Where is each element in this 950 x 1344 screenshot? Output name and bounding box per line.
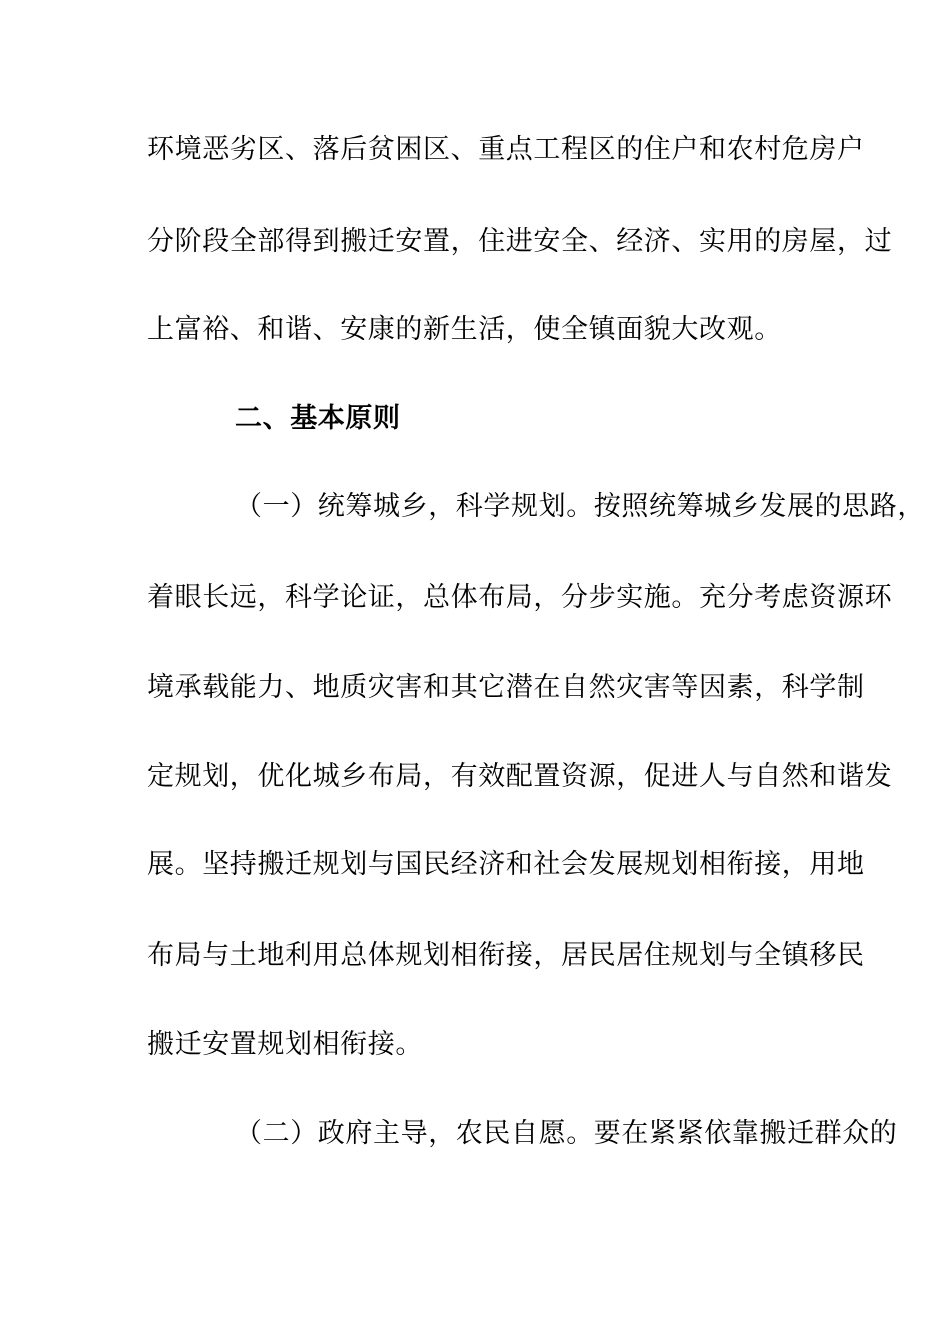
paragraph-line: 着眼长远，科学论证，总体布局，分步实施。充分考虑资源环 <box>147 582 893 613</box>
section-heading: 二、基本原则 <box>235 403 401 434</box>
paragraph-line: 展。坚持搬迁规划与国民经济和社会发展规划相衔接，用地 <box>147 849 865 880</box>
paragraph-line: 环境恶劣区、落后贫困区、重点工程区的住户和农村危房户 <box>147 134 865 165</box>
paragraph-line: 布局与土地利用总体规划相衔接，居民居住规划与全镇移民 <box>147 940 865 971</box>
paragraph-line: （一）统筹城乡，科学规划。按照统筹城乡发展的思路， <box>235 491 925 522</box>
paragraph-line: （二）政府主导，农民自愿。要在紧紧依靠搬迁群众的 <box>235 1118 898 1149</box>
paragraph-line: 搬迁安置规划相衔接。 <box>147 1029 423 1060</box>
paragraph-line: 分阶段全部得到搬迁安置，住进安全、经济、实用的房屋，过 <box>147 226 893 257</box>
paragraph-line: 定规划，优化城乡布局，有效配置资源，促进人与自然和谐发 <box>147 761 893 792</box>
paragraph-line: 上富裕、和谐、安康的新生活，使全镇面貌大改观。 <box>147 314 782 345</box>
paragraph-line: 境承载能力、地质灾害和其它潜在自然灾害等因素，科学制 <box>147 672 865 703</box>
